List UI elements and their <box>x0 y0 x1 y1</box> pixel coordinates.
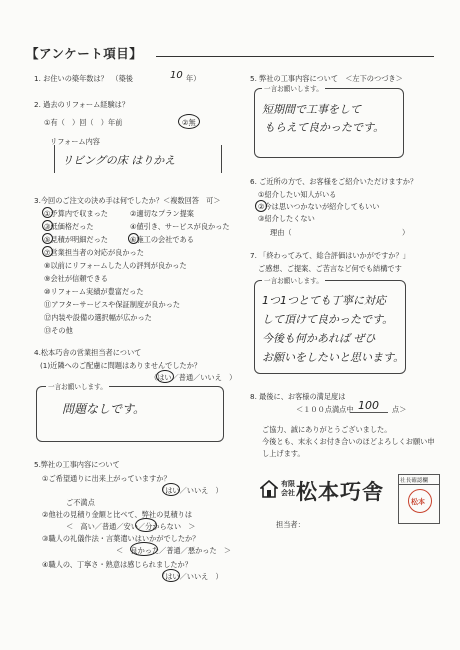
answer-circle <box>42 220 53 231</box>
answer-circle <box>135 518 157 532</box>
approval-box-divider <box>398 484 440 485</box>
answer-circle <box>42 246 53 257</box>
q3-option: ④値引き、サービスが良かった <box>130 222 230 231</box>
q3-option: ⑫内装や設備の選択幅が広かった <box>44 313 152 322</box>
approval-seal-text: 松本 <box>411 498 425 506</box>
q5-scale3: ＜ 良かった／普通／悪かった ＞ <box>116 546 232 555</box>
q5-scale2: ＜ 高い／普通／安い／分からない ＞ <box>66 522 196 531</box>
q6-text: 6. ご近所の方で、お客様をご紹介いただけますか？ <box>250 177 418 186</box>
answer-circle <box>178 114 200 129</box>
q5-sub1b: ご不満点 <box>66 498 95 507</box>
q5-sub2: ②他社の見積り金額と比べて、弊社の見積りは <box>42 510 193 519</box>
q3-option: ⑬その他 <box>44 326 73 335</box>
q4-comment-label: 一言お願いします。 <box>48 383 107 391</box>
q6-reason-close: ） <box>402 228 410 237</box>
answer-circle <box>162 569 180 582</box>
q5-scale1: （はい／いいえ ） <box>158 486 223 495</box>
closing-line-1: ご協力、誠にありがとうございました。 <box>262 425 392 434</box>
q5-sub1: ①ご希望通りに出来上がっていますか？ <box>42 474 171 483</box>
answer-circle <box>42 207 53 218</box>
q7-sub: ご感想、ご提案、ご苦言など何でも結構です <box>258 264 402 273</box>
answer-circle <box>156 370 174 383</box>
answer-circle <box>42 233 53 244</box>
q4-text: 4.松本巧舎の営業担当者について <box>34 348 142 357</box>
approval-label: 社長確認欄 <box>400 478 428 484</box>
answer-circle <box>128 233 139 244</box>
q5-sub4: ④職人の、丁寧さ・熟意は感じられましたか？ <box>42 560 192 569</box>
q3-option: ⑩リフォーム実績が豊富だった <box>44 287 144 296</box>
q3-option: ⑨会社が信頼できる <box>44 274 108 283</box>
answer-circle <box>255 200 267 212</box>
q2-none: ②無 <box>182 118 196 127</box>
q2-detail-label: リフォーム内容 <box>50 137 100 146</box>
q1-answer: 10 <box>170 70 183 81</box>
q8-suffix: 点＞ <box>392 405 407 414</box>
q3-text: 3.今回のご注文の決め手は何でしたか？＜複数回答 可＞ <box>34 196 221 205</box>
q3-option: ⑧以前にリフォームした人の評判が良かった <box>44 261 187 270</box>
q7-comment-line: お願いをしたいと思います。 <box>262 351 405 364</box>
page-title: 【アンケート項目】 <box>26 46 143 61</box>
q7-text: 7. 「終わってみて、総合評価はいかがですか？」 <box>250 251 410 260</box>
q2-detail-answer: リビングの床 はりかえ <box>62 154 176 167</box>
q1-text: 1. お住いの築年数は？ （築後 <box>34 74 133 83</box>
q5-sub3: ③職人の礼儀作法・言葉遣いはいかがでしたか？ <box>42 534 200 543</box>
q8-scale: ＜１００点満点中 <box>296 405 354 414</box>
title-rule <box>156 56 434 57</box>
q5b-comment-line-1: 短期間で工事をして <box>262 103 361 116</box>
q5-scale4: （はい／いいえ ） <box>158 572 223 581</box>
answer-circle <box>162 483 180 496</box>
closing-line-3: し上げます。 <box>262 449 305 458</box>
q6-option: ①紹介したい知人がいる <box>258 190 337 199</box>
q7-comment-line: して頂けて良かったです。 <box>262 313 394 326</box>
q6-option: ②今は思いつかないが紹介してもいい <box>258 202 380 211</box>
q5b-text: 5. 弊社の工事内容について ＜左下のつづき＞ <box>250 74 403 83</box>
q1-suffix: 年） <box>186 74 201 83</box>
q7-comment-label: 一言お願いします。 <box>264 277 323 285</box>
q2-text: 2. 過去のリフォーム経験は？ <box>34 100 130 109</box>
q3-option: ⑪アフターサービスや保証制度が良かった <box>44 300 181 309</box>
q8-answer: 100 <box>358 399 379 412</box>
company-logo-icon <box>260 480 278 498</box>
closing-line-2: 今後とも、末永くお付き合いのほどよろしくお願い申 <box>262 437 435 446</box>
q4-scale: （はい／普通／いいえ ） <box>150 373 237 382</box>
q3-option: ⑤見積が明細だった <box>44 235 108 244</box>
staff-label: 担当者： <box>276 520 305 529</box>
q5b-comment-label: 一言お願いします。 <box>264 85 323 93</box>
q7-comment-line: 今後も何かあれば ぜひ <box>262 332 376 345</box>
q5-text: 5.弊社の工事内容について <box>34 460 120 469</box>
q3-option: ②適切なプラン提案 <box>130 209 194 218</box>
q4-comment-answer: 問題なしです。 <box>62 402 146 416</box>
answer-circle <box>130 542 158 556</box>
q2-options: ①有（ ）回（ ）年前 <box>44 118 123 127</box>
q6-reason-label: 理由（ <box>270 228 292 237</box>
q8-underline <box>350 412 388 413</box>
company-prefix-bottom: 会社 <box>281 489 295 497</box>
q3-option: ③低価格だった <box>44 222 94 231</box>
q8-text: 8. 最後に、お客様の満足度は <box>250 392 346 401</box>
q3-option: ⑦営業担当者の対応が良かった <box>44 248 144 257</box>
q6-option: ③紹介したくない <box>258 214 315 223</box>
q3-option: ①予算内で収まった <box>44 209 108 218</box>
q3-option: ⑥施工の会社である <box>130 235 194 244</box>
company-prefix-top: 有限 <box>281 480 295 488</box>
company-name: 松本巧舎 <box>296 479 384 504</box>
q5b-comment-line-2: もらえて良かったです。 <box>264 121 385 134</box>
q7-comment-line: 1つ1つとても丁寧に対応 <box>262 294 386 307</box>
q4-sub: (1)近隣へのご配慮に問題はありませんでしたか？ <box>40 361 202 370</box>
